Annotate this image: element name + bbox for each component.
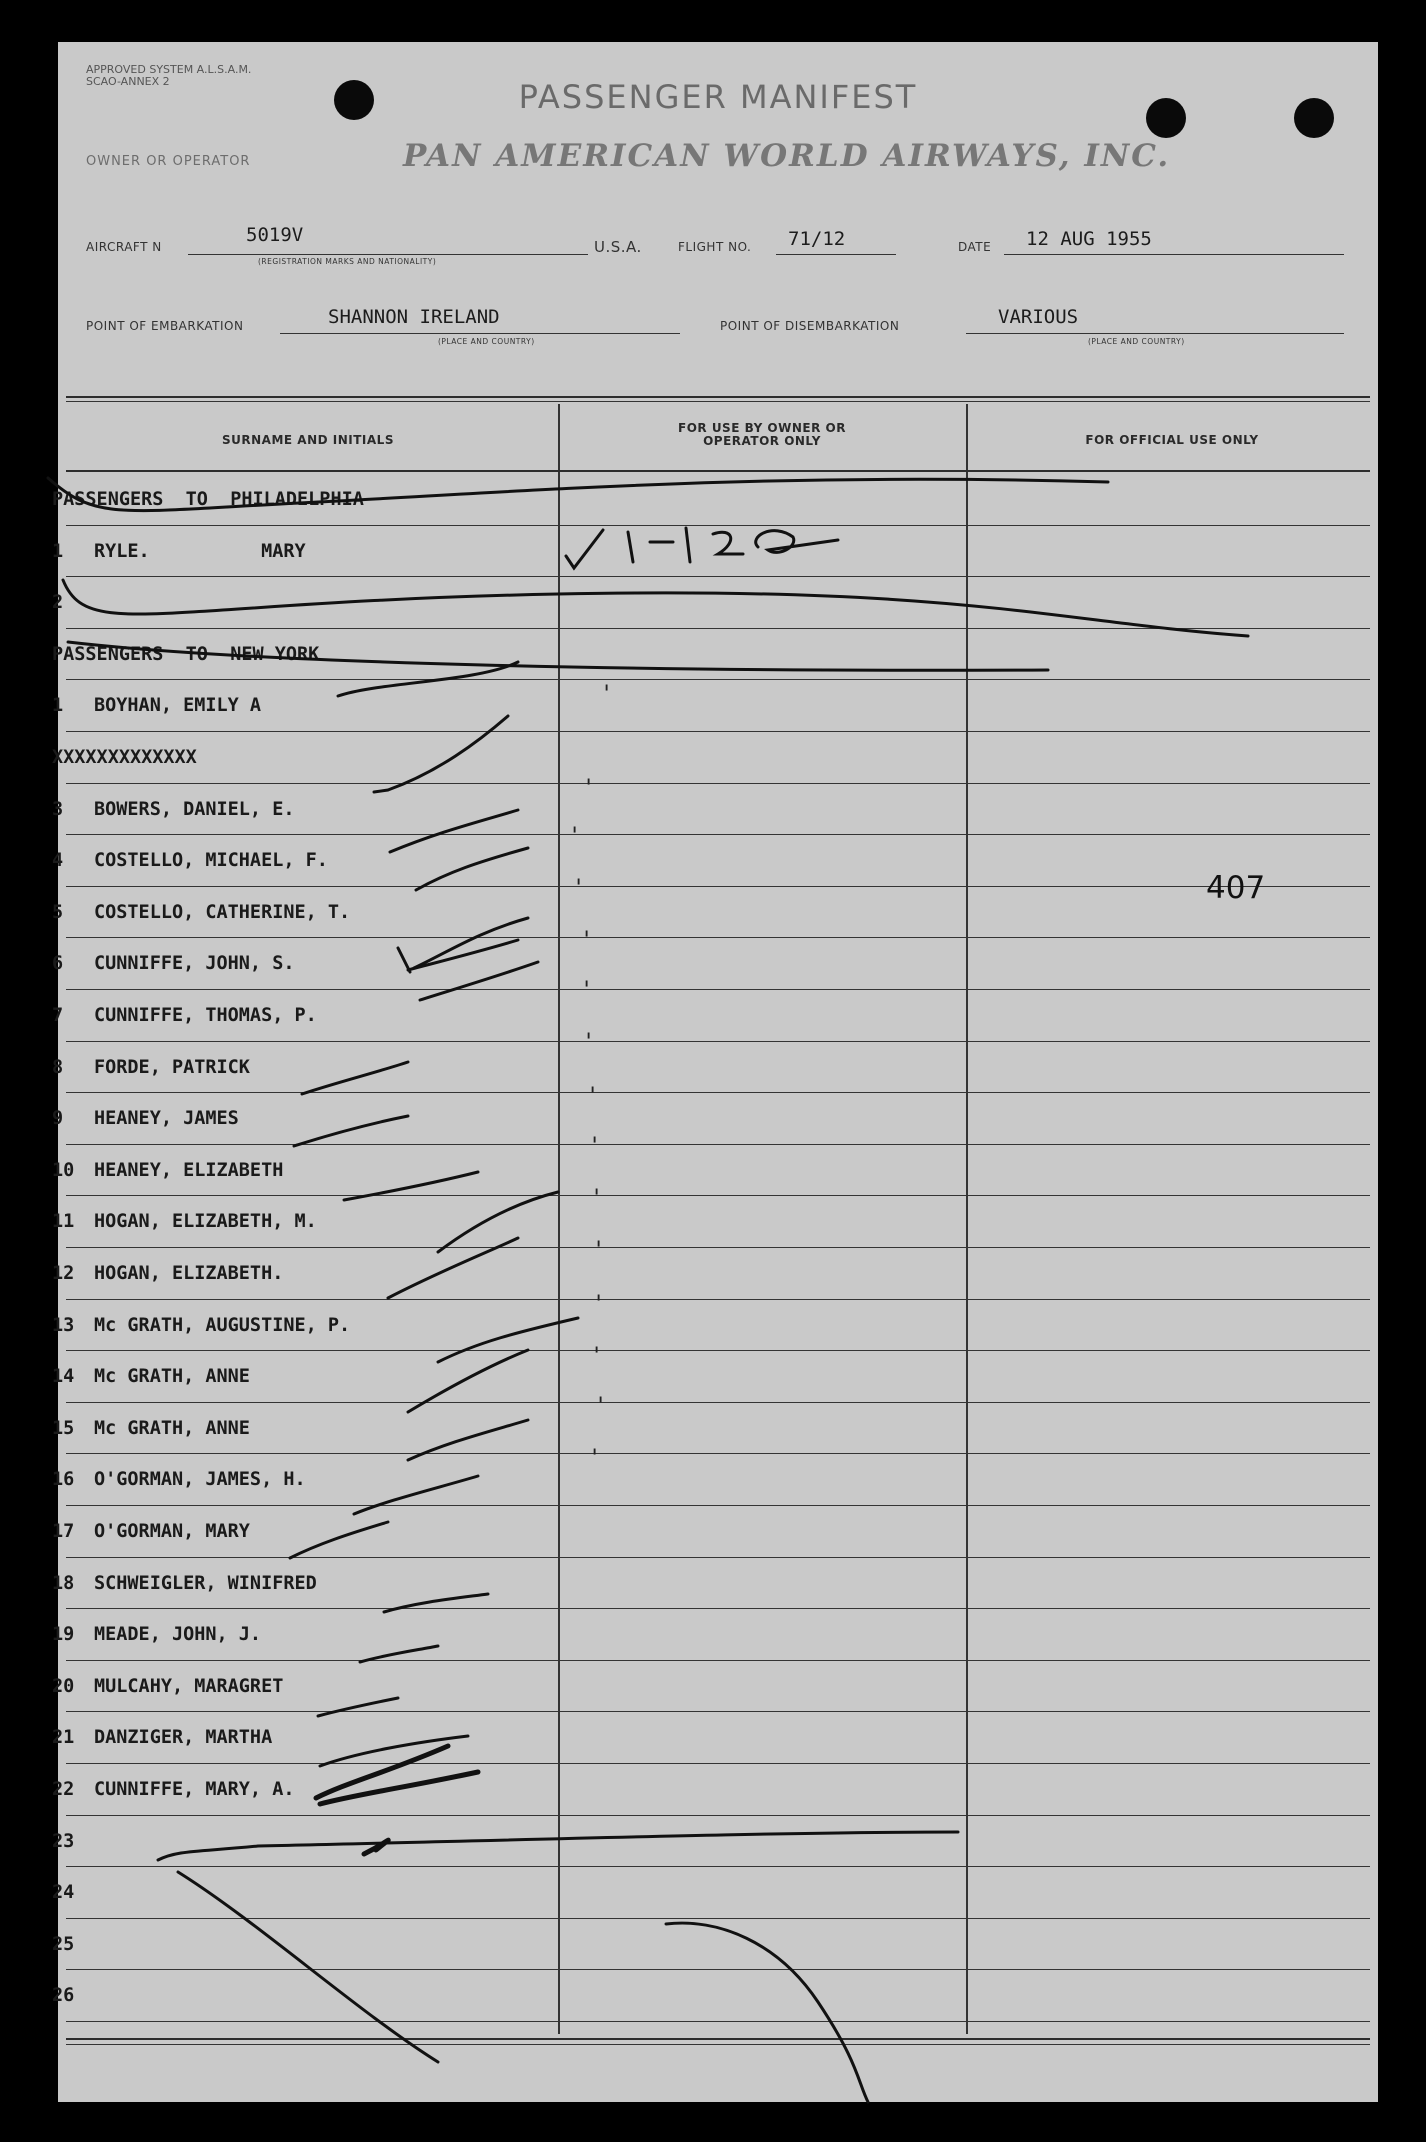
- embark-value: SHANNON IRELAND: [328, 306, 500, 328]
- name-check-7: [420, 962, 538, 1000]
- passenger-name: O'GORMAN, MARY: [94, 1521, 250, 1542]
- strike-ny-header: [68, 642, 1048, 670]
- tick-mark: ': [572, 876, 586, 901]
- tick-mark: ': [580, 978, 594, 1003]
- name-check-11: [438, 1192, 558, 1252]
- name-check-9: [294, 1116, 408, 1146]
- strike-row-2: [63, 580, 1248, 636]
- row-number: 14: [52, 1366, 75, 1388]
- tick-mark: ': [588, 1446, 602, 1471]
- row-number: 19: [52, 1624, 75, 1646]
- closing-slash: [178, 1872, 438, 2062]
- row-number: 22: [52, 1779, 75, 1800]
- tick-mark: ': [582, 776, 596, 801]
- disembark-value: VARIOUS: [998, 306, 1079, 328]
- passenger-name: MEADE, JOHN, J.: [94, 1624, 262, 1646]
- passenger-name: Mc GRATH, ANNE: [94, 1366, 250, 1388]
- tick-mark: ': [568, 824, 582, 849]
- date-label: DATE: [958, 240, 992, 254]
- row-number: 1: [52, 695, 64, 717]
- col-surname-header: SURNAME AND INITIALS: [222, 433, 394, 447]
- tick-mark: ': [586, 1084, 600, 1109]
- tick-mark: ': [592, 1238, 606, 1263]
- row-number: 7: [52, 1005, 64, 1026]
- operator-name: PAN AMERICAN WORLD AIRWAYS, INC.: [403, 138, 1171, 174]
- row-number: 16: [52, 1469, 75, 1491]
- flight-no-value: 71/12: [788, 228, 846, 250]
- strike-philadelphia: [48, 478, 1108, 511]
- passenger-name: MULCAHY, MARAGRET: [94, 1675, 284, 1697]
- name-check-14: [408, 1350, 528, 1412]
- handwritten-marks: [58, 42, 1378, 2102]
- tick-mark: ': [580, 928, 594, 953]
- passenger-name: CUNNIFFE, JOHN, S.: [94, 953, 295, 975]
- passenger-name: CUNNIFFE, MARY, A.: [94, 1779, 295, 1800]
- name-check-17: [290, 1522, 388, 1558]
- passenger-name: Mc GRATH, ANNE: [94, 1417, 250, 1439]
- row-number: 9: [52, 1108, 64, 1130]
- name-check-3: [390, 810, 518, 852]
- row-number: 1: [52, 540, 64, 562]
- name-check-19: [360, 1646, 438, 1662]
- passenger-name: XXXXXXXXXXXXX: [52, 747, 197, 768]
- date-value: 12 AUG 1955: [1026, 228, 1152, 250]
- passenger-name: RYLE. MARY: [94, 540, 306, 562]
- name-check-15: [408, 1420, 528, 1460]
- disembark-sublabel: (PLACE AND COUNTRY): [1088, 337, 1185, 346]
- name-check-13: [438, 1318, 578, 1362]
- row-number: 18: [52, 1572, 75, 1594]
- passenger-name: BOYHAN, EMILY A: [94, 695, 262, 717]
- name-check-1: [338, 662, 518, 696]
- official-number: 407: [1206, 870, 1266, 906]
- country-value: U.S.A.: [594, 238, 642, 256]
- row-number: 4: [52, 850, 64, 872]
- row-number: 26: [52, 1985, 75, 2007]
- passenger-name: Mc GRATH, AUGUSTINE, P.: [94, 1314, 351, 1336]
- row-number: 15: [52, 1417, 75, 1439]
- row-number: 6: [52, 953, 64, 975]
- row-number: 11: [52, 1211, 75, 1233]
- passenger-name: HEANEY, ELIZABETH: [94, 1159, 284, 1181]
- row-number: 3: [52, 798, 64, 820]
- embark-sublabel: (PLACE AND COUNTRY): [438, 337, 535, 346]
- flight-label: FLIGHT NO.: [678, 240, 752, 254]
- passenger-name: HEANEY, JAMES: [94, 1108, 239, 1130]
- passenger-name: PASSENGERS TO NEW YORK: [52, 643, 320, 665]
- col-official-header: FOR OFFICIAL USE ONLY: [1085, 433, 1259, 447]
- page-title: PASSENGER MANIFEST: [518, 78, 918, 116]
- owner-note-ink: [628, 528, 838, 562]
- name-check-10: [344, 1172, 478, 1200]
- name-check-20: [318, 1698, 398, 1716]
- tick-mark: ': [590, 1186, 604, 1211]
- row-number: 17: [52, 1521, 75, 1542]
- embark-label: POINT OF EMBARKATION: [86, 319, 244, 333]
- manifest-sheet: [52, 42, 1378, 2102]
- name-check-16: [354, 1476, 478, 1514]
- row-number: 25: [52, 1933, 75, 1955]
- passenger-name: COSTELLO, CATHERINE, T.: [94, 901, 351, 923]
- passenger-name: HOGAN, ELIZABETH, M.: [94, 1211, 317, 1233]
- passenger-name: SCHWEIGLER, WINIFRED: [94, 1572, 317, 1594]
- row-number: 5: [52, 901, 64, 923]
- name-check-22: [316, 1746, 478, 1804]
- row-number: 12: [52, 1263, 75, 1284]
- owner-checkmark: [566, 530, 603, 568]
- aircraft-label: AIRCRAFT N: [86, 240, 162, 254]
- row-number: 24: [52, 1882, 75, 1904]
- row-number: 13: [52, 1314, 75, 1336]
- name-check-4: [416, 848, 528, 890]
- tick-mark: ': [588, 1134, 602, 1159]
- passenger-name: HOGAN, ELIZABETH.: [94, 1263, 284, 1284]
- passenger-name: CUNNIFFE, THOMAS, P.: [94, 1005, 317, 1026]
- name-check-18: [384, 1594, 488, 1612]
- tick-mark: ': [594, 1394, 608, 1419]
- row-number: 23: [52, 1830, 75, 1852]
- name-check-2: [374, 716, 508, 792]
- aircraft-value: 5019V: [246, 224, 304, 246]
- closing-line: [158, 1832, 958, 1860]
- name-check-6: [398, 918, 528, 972]
- passenger-name: PASSENGERS TO PHILADELPHIA: [52, 489, 364, 510]
- tick-mark: ': [590, 1344, 604, 1369]
- aircraft-sublabel: (REGISTRATION MARKS AND NATIONALITY): [258, 257, 437, 266]
- row-number: 8: [52, 1056, 64, 1078]
- passenger-name: DANZIGER, MARTHA: [94, 1727, 273, 1749]
- passenger-name: O'GORMAN, JAMES, H.: [94, 1469, 306, 1491]
- tick-mark: ': [592, 1292, 606, 1317]
- row-number: 21: [52, 1727, 75, 1749]
- name-check-8: [302, 1062, 408, 1094]
- passenger-name: COSTELLO, MICHAEL, F.: [94, 850, 328, 872]
- name-check-21: [320, 1736, 468, 1766]
- row-number: 20: [52, 1675, 75, 1697]
- row-number: 2: [52, 592, 64, 614]
- passenger-name: BOWERS, DANIEL, E.: [94, 798, 295, 820]
- name-check-12: [388, 1238, 518, 1298]
- owner-label: OWNER OR OPERATOR: [86, 154, 251, 169]
- tick-mark: ': [600, 682, 614, 707]
- passenger-name: FORDE, PATRICK: [94, 1056, 250, 1078]
- approval-stamp: APPROVED SYSTEM A.L.S.A.M. SCAO-ANNEX 2: [86, 63, 252, 88]
- col-owner-header: FOR USE BY OWNER OR OPERATOR ONLY: [678, 421, 846, 448]
- disembark-label: POINT OF DISEMBARKATION: [720, 319, 900, 333]
- row-number: 10: [52, 1159, 75, 1181]
- tick-mark: ': [582, 1030, 596, 1055]
- closing-arc: [666, 1923, 868, 2102]
